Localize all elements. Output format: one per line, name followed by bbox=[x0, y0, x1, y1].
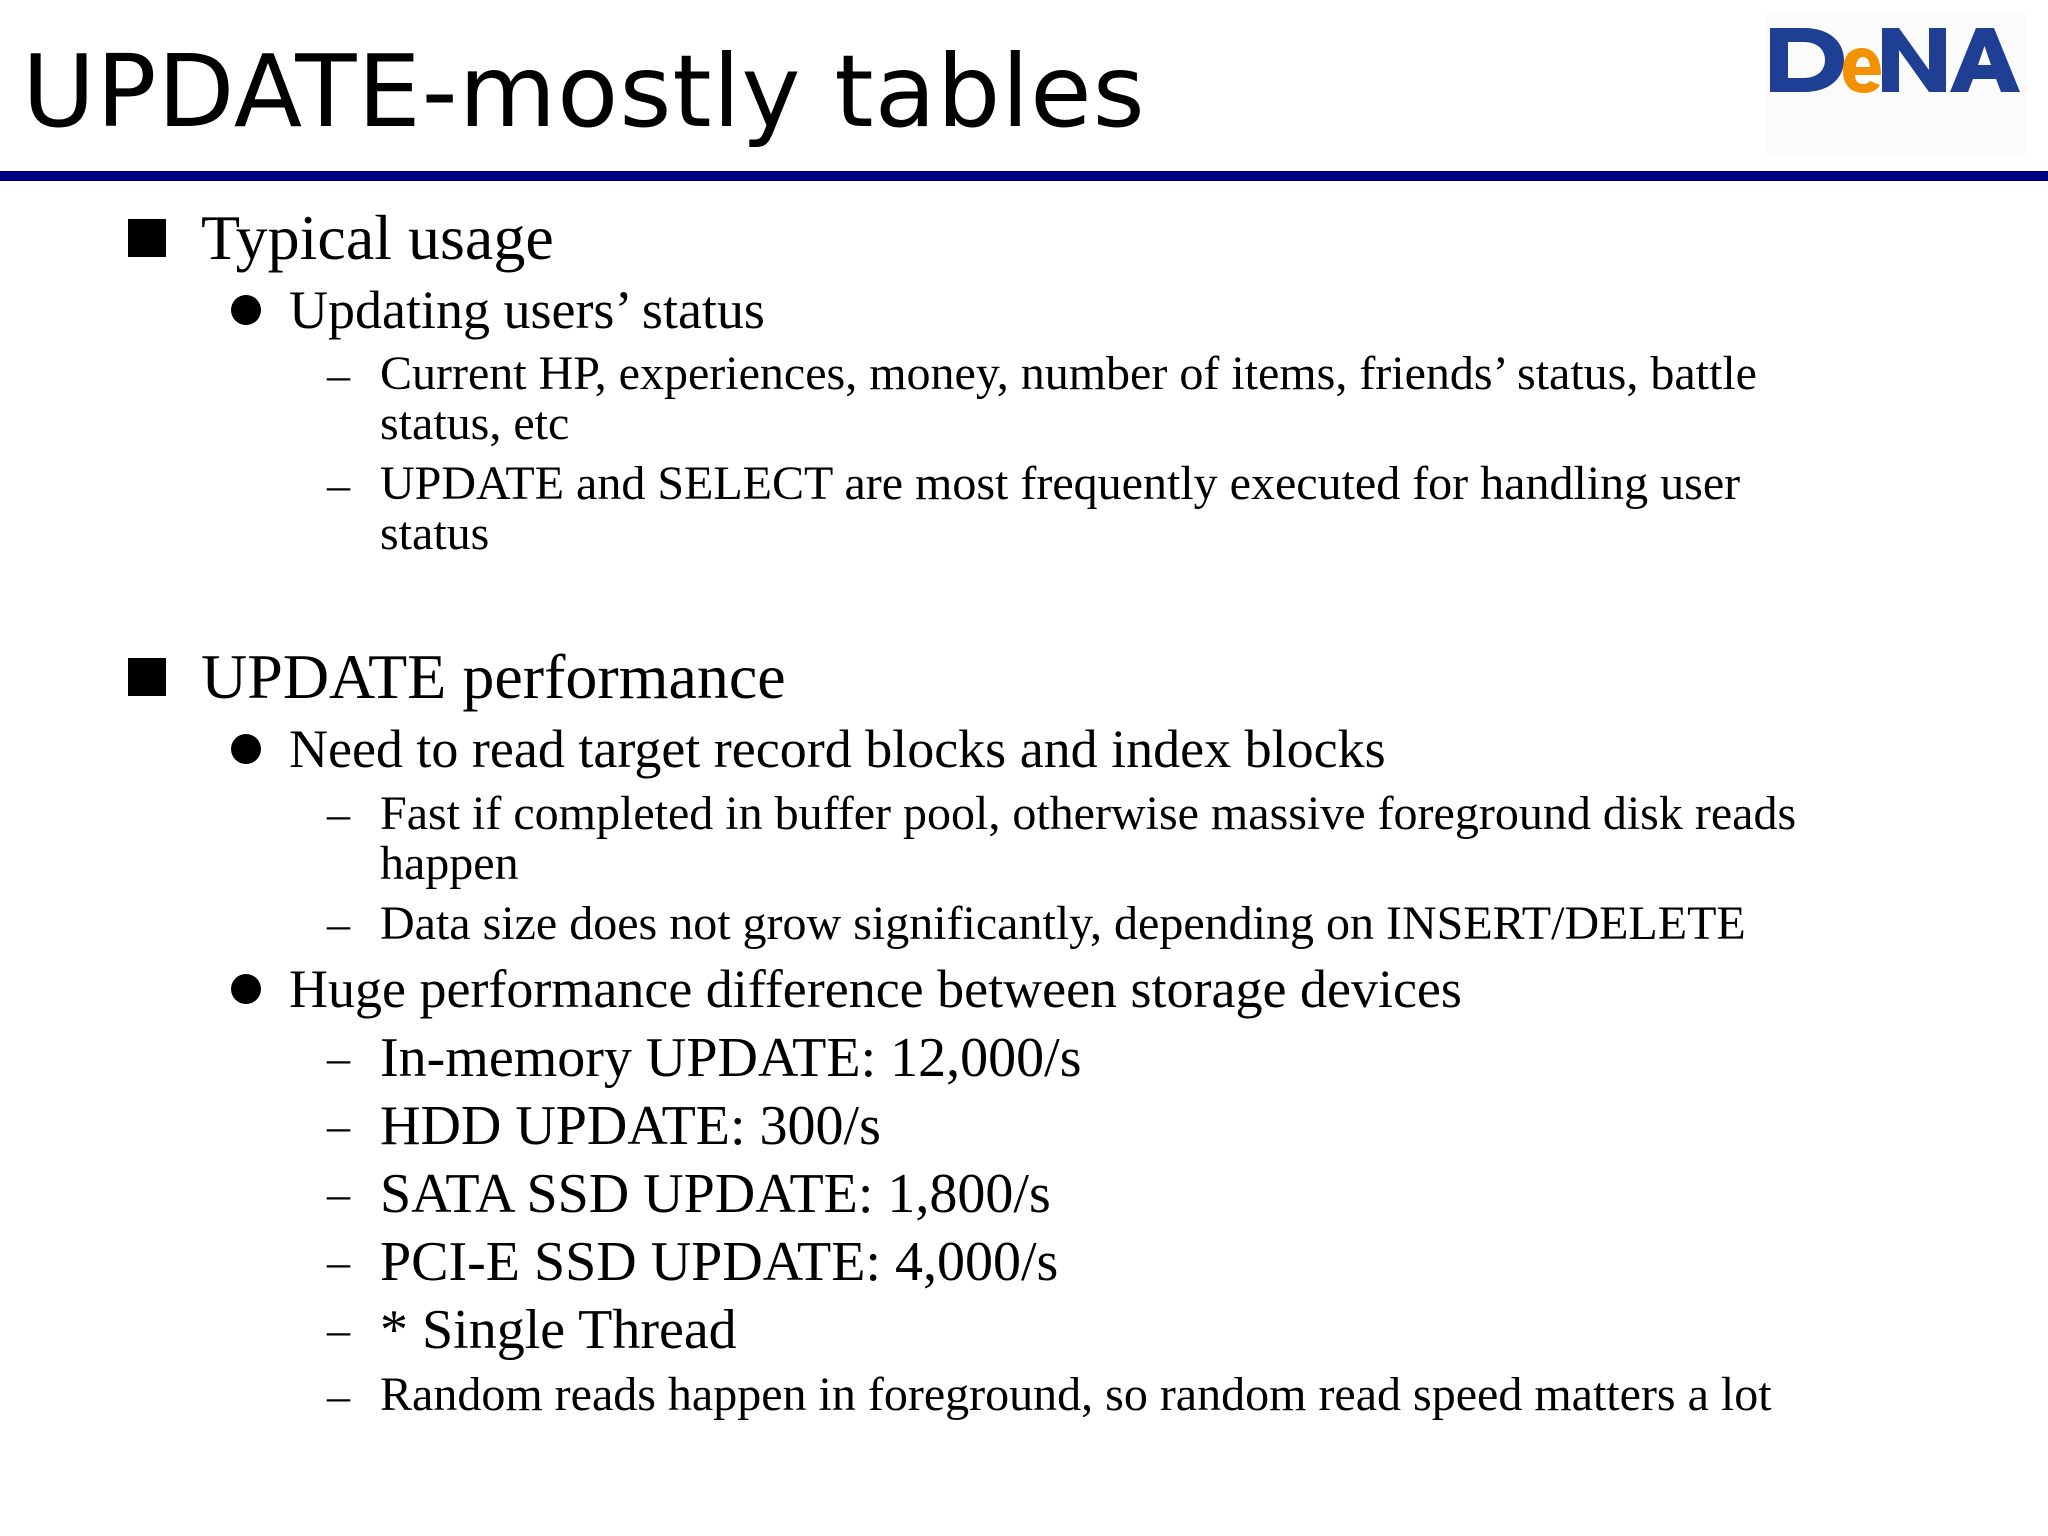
item-random-reads: Random reads happen in foreground, so random read speed matters a lot bbox=[380, 1368, 1772, 1421]
section-heading-typical-usage: Typical usage bbox=[201, 202, 554, 273]
section-heading-update-performance: UPDATE performance bbox=[201, 641, 786, 712]
item-current-hp-line1: Current HP, experiences, money, number of items, friends’ status, battle bbox=[380, 347, 1757, 400]
item-update-select-line1: UPDATE and SELECT are most frequently executed for handling user bbox=[380, 457, 1741, 510]
item-pcie-ssd-update: PCI-E SSD UPDATE: 4,000/s bbox=[380, 1231, 1059, 1293]
title-underline bbox=[0, 171, 2048, 181]
dash-bullet-icon: – bbox=[327, 1236, 350, 1287]
item-fast-if-completed-line1: Fast if completed in buffer pool, otherwise massive foreground disk reads bbox=[380, 787, 1797, 840]
dash-bullet-icon: – bbox=[327, 1370, 350, 1421]
dash-bullet-icon: – bbox=[327, 1100, 350, 1151]
square-bullet-icon bbox=[128, 658, 166, 696]
round-bullet-icon bbox=[231, 974, 261, 1004]
dena-logo bbox=[1766, 14, 2026, 154]
item-sata-ssd-update: SATA SSD UPDATE: 1,800/s bbox=[380, 1163, 1051, 1225]
bullet-need-to-read: Need to read target record blocks and index blocks bbox=[289, 719, 1386, 779]
item-hdd-update: HDD UPDATE: 300/s bbox=[380, 1095, 881, 1157]
item-in-memory-update: In-memory UPDATE: 12,000/s bbox=[380, 1027, 1082, 1089]
item-update-select-line2: status bbox=[380, 507, 490, 560]
dash-bullet-icon: – bbox=[327, 1168, 350, 1219]
item-data-size: Data size does not grow significantly, depending on INSERT/DELETE bbox=[380, 897, 1746, 950]
round-bullet-icon bbox=[231, 734, 261, 764]
dash-bullet-icon: – bbox=[327, 898, 350, 949]
item-current-hp-line2: status, etc bbox=[380, 397, 570, 450]
slide-title: UPDATE-mostly tables bbox=[22, 33, 1146, 150]
bullet-updating-users-status: Updating users’ status bbox=[289, 280, 765, 340]
bullet-huge-performance-difference: Huge performance difference between storage devices bbox=[289, 959, 1462, 1019]
dash-bullet-icon: – bbox=[327, 459, 350, 510]
round-bullet-icon bbox=[231, 295, 261, 325]
item-single-thread: * Single Thread bbox=[380, 1299, 737, 1361]
square-bullet-icon bbox=[128, 219, 166, 257]
dash-bullet-icon: – bbox=[327, 1304, 350, 1355]
item-fast-if-completed-line2: happen bbox=[380, 837, 519, 890]
dash-bullet-icon: – bbox=[327, 788, 350, 839]
dash-bullet-icon: – bbox=[327, 349, 350, 400]
dash-bullet-icon: – bbox=[327, 1032, 350, 1083]
